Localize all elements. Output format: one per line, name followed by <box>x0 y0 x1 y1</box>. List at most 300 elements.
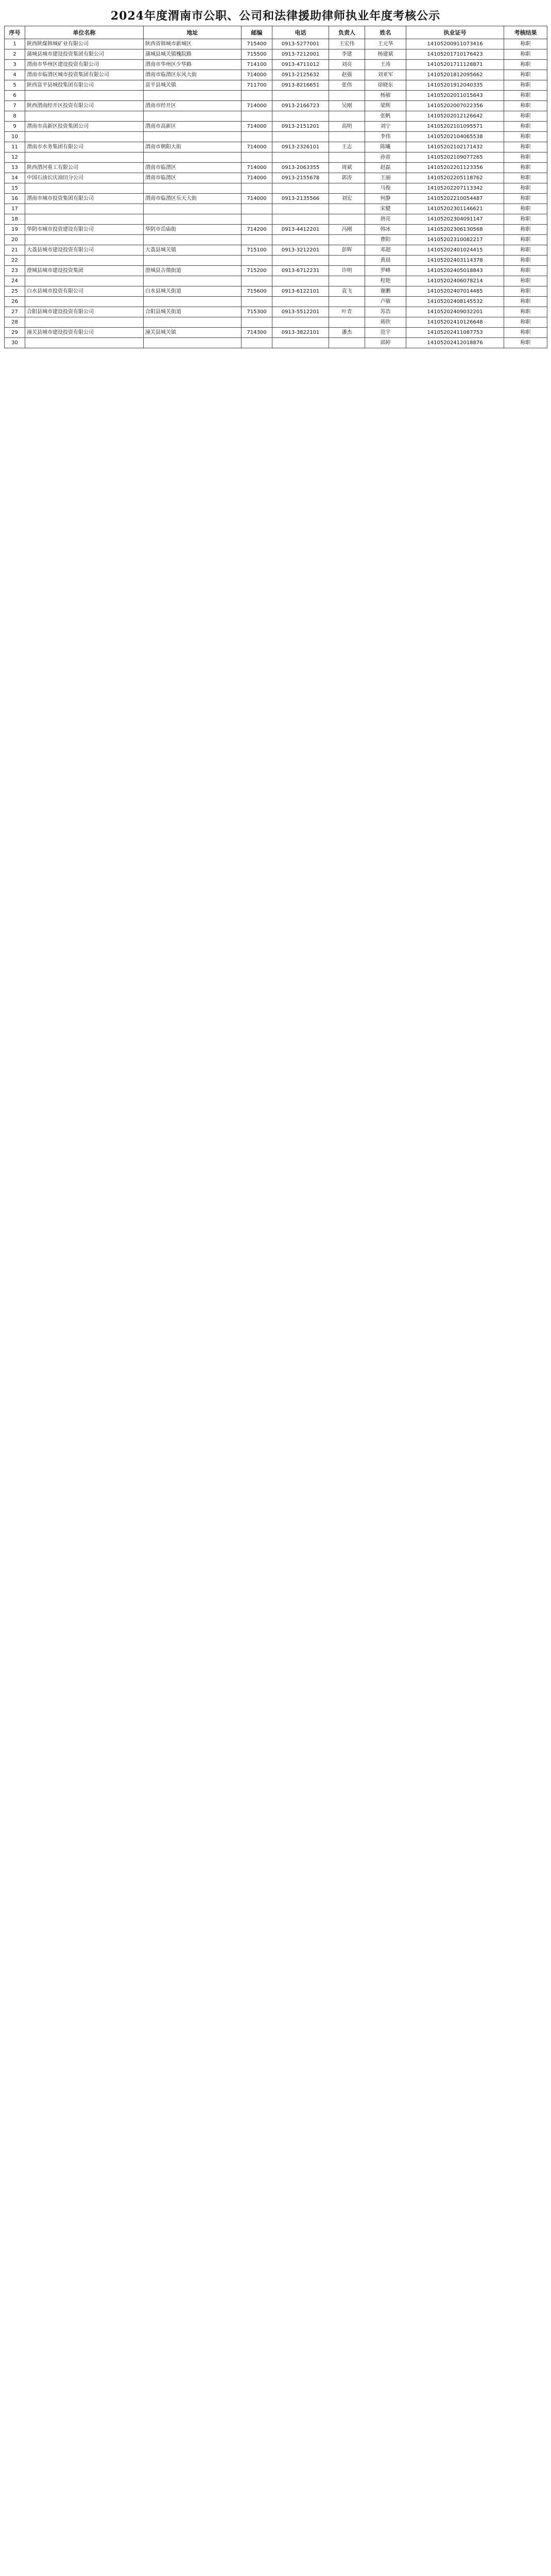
table-cell <box>25 297 144 307</box>
table-cell <box>144 338 242 348</box>
table-row <box>5 245 547 256</box>
table-cell: 4 <box>5 70 25 80</box>
table-row <box>5 80 547 91</box>
table-cell: 称职 <box>504 152 547 163</box>
table-cell <box>242 276 272 286</box>
column-header: 地址 <box>144 26 242 39</box>
table-cell: 何静 <box>365 194 406 204</box>
table-cell: 16 <box>5 194 25 204</box>
table-cell <box>242 91 272 101</box>
table-cell <box>329 317 365 328</box>
table-cell <box>242 111 272 122</box>
table-cell <box>25 204 144 214</box>
table-cell: 714000 <box>242 163 272 173</box>
table-cell: 大荔县城市建设投资有限公司 <box>25 245 144 256</box>
table-cell: 称职 <box>504 266 547 276</box>
table-cell: 称职 <box>504 80 547 91</box>
table-cell: 称职 <box>504 163 547 173</box>
table-cell: 714000 <box>242 101 272 111</box>
table-cell: 谢鹏 <box>365 286 406 297</box>
table-cell: 715500 <box>242 49 272 60</box>
table-cell <box>272 152 329 163</box>
table-cell: 14105202407014485 <box>406 286 504 297</box>
table-cell: 19 <box>5 225 25 235</box>
table-cell: 称职 <box>504 91 547 101</box>
table-cell: 称职 <box>504 183 547 194</box>
table-cell: 称职 <box>504 256 547 266</box>
table-row <box>5 317 547 328</box>
table-cell: 0913-6712231 <box>272 266 329 276</box>
table-cell: 14105202109077265 <box>406 152 504 163</box>
table-cell <box>144 91 242 101</box>
table-cell: 陈曦 <box>365 142 406 152</box>
table-cell: 14105202205118762 <box>406 173 504 183</box>
table-cell: 王宏伟 <box>329 39 365 49</box>
table-row <box>5 163 547 173</box>
table-cell: 蒲城县城市建设投资集团有限公司 <box>25 49 144 60</box>
table-cell <box>144 276 242 286</box>
table-cell: 称职 <box>504 328 547 338</box>
table-cell: 14105202403114378 <box>406 256 504 266</box>
table-cell <box>242 204 272 214</box>
table-cell <box>272 111 329 122</box>
table-cell: 14105202401024415 <box>406 245 504 256</box>
table-cell: 渭南市城市投资集团有限公司 <box>25 194 144 204</box>
table-cell: 苏浩 <box>365 307 406 317</box>
assessment-table-wrapper <box>4 26 547 348</box>
table-cell: 王元华 <box>365 39 406 49</box>
table-cell: 14105202210054487 <box>406 194 504 204</box>
table-cell: 22 <box>5 256 25 266</box>
table-cell: 14105202101095571 <box>406 122 504 132</box>
table-cell: 0913-4711012 <box>272 60 329 70</box>
table-cell <box>272 183 329 194</box>
table-cell: 李伟 <box>365 132 406 142</box>
table-cell: 蒲城县城关镇槐院路 <box>144 49 242 60</box>
table-row <box>5 60 547 70</box>
table-cell: 14105202207113342 <box>406 183 504 194</box>
table-cell: 杨敏 <box>365 91 406 101</box>
table-cell: 23 <box>5 266 25 276</box>
table-cell: 罗峰 <box>365 266 406 276</box>
table-row <box>5 266 547 276</box>
table-row <box>5 70 547 80</box>
table-cell: 10 <box>5 132 25 142</box>
table-cell <box>144 132 242 142</box>
table-cell <box>144 317 242 328</box>
table-cell: 渭南市水务集团有限公司 <box>25 142 144 152</box>
table-cell: 称职 <box>504 60 547 70</box>
table-cell: 王志 <box>329 142 365 152</box>
table-cell: 0913-6122101 <box>272 286 329 297</box>
table-cell: 0913-2125632 <box>272 70 329 80</box>
table-cell <box>144 235 242 245</box>
table-cell: 13 <box>5 163 25 173</box>
table-cell <box>25 152 144 163</box>
table-cell: 14105202408145532 <box>406 297 504 307</box>
table-cell <box>25 183 144 194</box>
table-cell <box>272 91 329 101</box>
table-cell: 渭南市临渭区 <box>144 173 242 183</box>
table-cell: 715100 <box>242 245 272 256</box>
table-cell: 潘杰 <box>329 328 365 338</box>
table-cell: 卢敏 <box>365 297 406 307</box>
table-cell: 潼关县城关镇 <box>144 328 242 338</box>
table-row <box>5 101 547 111</box>
table-cell: 邓超 <box>365 245 406 256</box>
table-cell: 0913-5512201 <box>272 307 329 317</box>
table-cell: 邱婷 <box>365 338 406 348</box>
table-cell: 14105202012126642 <box>406 111 504 122</box>
table-cell <box>329 183 365 194</box>
table-cell <box>25 256 144 266</box>
table-cell: 12 <box>5 152 25 163</box>
table-cell: 714000 <box>242 142 272 152</box>
table-cell: 华阴市城市投资建设有限公司 <box>25 225 144 235</box>
table-cell: 冯刚 <box>329 225 365 235</box>
table-cell: 称职 <box>504 307 547 317</box>
table-cell <box>25 235 144 245</box>
page-title: 2024年度渭南市公职、公司和法律援助律师执业年度考核公示 <box>110 9 441 23</box>
table-cell: 714100 <box>242 60 272 70</box>
table-cell: 李建 <box>329 49 365 60</box>
column-header: 姓名 <box>365 26 406 39</box>
table-cell: 14105201812095662 <box>406 70 504 80</box>
table-cell: 14105202306130568 <box>406 225 504 235</box>
table-row <box>5 307 547 317</box>
table-cell: 称职 <box>504 286 547 297</box>
table-row <box>5 111 547 122</box>
table-cell: 称职 <box>504 276 547 286</box>
table-cell <box>242 256 272 266</box>
table-cell: 14105202007022356 <box>406 101 504 111</box>
table-row <box>5 286 547 297</box>
table-cell: 称职 <box>504 101 547 111</box>
table-cell: 715400 <box>242 39 272 49</box>
table-cell: 周斌 <box>329 163 365 173</box>
table-cell <box>329 256 365 266</box>
table-cell: 0913-2166723 <box>272 101 329 111</box>
table-cell: 袁飞 <box>329 286 365 297</box>
table-cell: 吴刚 <box>329 101 365 111</box>
table-cell: 14105202104065538 <box>406 132 504 142</box>
assessment-table <box>4 26 547 348</box>
table-cell <box>144 152 242 163</box>
table-cell: 14 <box>5 173 25 183</box>
table-cell <box>25 214 144 225</box>
table-row <box>5 49 547 60</box>
table-cell: 14105201710176423 <box>406 49 504 60</box>
table-cell <box>242 338 272 348</box>
table-row <box>5 142 547 152</box>
table-row <box>5 276 547 286</box>
table-cell: 714300 <box>242 328 272 338</box>
table-cell: 0913-2063355 <box>272 163 329 173</box>
table-cell: 14105202102171432 <box>406 142 504 152</box>
table-row <box>5 194 547 204</box>
table-cell: 715600 <box>242 286 272 297</box>
table-cell: 714200 <box>242 225 272 235</box>
table-cell <box>272 276 329 286</box>
table-cell: 称职 <box>504 245 547 256</box>
table-cell <box>329 235 365 245</box>
table-cell <box>242 152 272 163</box>
table-header-row <box>5 26 547 39</box>
table-cell: 0913-7212001 <box>272 49 329 60</box>
table-cell <box>272 214 329 225</box>
table-cell <box>25 338 144 348</box>
table-cell: 14105201912040335 <box>406 80 504 91</box>
table-cell: 称职 <box>504 142 547 152</box>
table-cell: 中国石油长庆油田分公司 <box>25 173 144 183</box>
table-cell: 9 <box>5 122 25 132</box>
table-cell <box>144 204 242 214</box>
table-cell: 14105202011015643 <box>406 91 504 101</box>
table-cell: 渭南市经开区 <box>144 101 242 111</box>
table-cell <box>242 235 272 245</box>
table-cell <box>272 132 329 142</box>
table-cell: 18 <box>5 214 25 225</box>
table-row <box>5 204 547 214</box>
table-cell: 714000 <box>242 194 272 204</box>
table-cell: 27 <box>5 307 25 317</box>
table-cell <box>242 317 272 328</box>
column-header: 序号 <box>5 26 25 39</box>
table-cell: 澄城县古徵街道 <box>144 266 242 276</box>
table-cell: 0913-2155678 <box>272 173 329 183</box>
table-cell: 富平县城关镇 <box>144 80 242 91</box>
table-cell: 白水县城关街道 <box>144 286 242 297</box>
table-cell: 马俊 <box>365 183 406 194</box>
table-cell: 14105201711128871 <box>406 60 504 70</box>
table-cell: 称职 <box>504 111 547 122</box>
table-cell: 14105202405018843 <box>406 266 504 276</box>
table-cell: 714000 <box>242 173 272 183</box>
table-cell <box>25 317 144 328</box>
table-cell: 渭南市高新区 <box>144 122 242 132</box>
table-cell: 14105202409032201 <box>406 307 504 317</box>
table-cell: 称职 <box>504 122 547 132</box>
table-cell: 渭南市朝阳大街 <box>144 142 242 152</box>
table-cell <box>272 297 329 307</box>
table-cell <box>329 214 365 225</box>
table-cell <box>329 297 365 307</box>
table-row <box>5 338 547 348</box>
table-row <box>5 225 547 235</box>
table-cell: 21 <box>5 245 25 256</box>
table-cell <box>242 214 272 225</box>
table-cell: 华阴市岳庙街 <box>144 225 242 235</box>
table-cell: 孙雷 <box>365 152 406 163</box>
table-body <box>5 39 547 348</box>
table-row <box>5 297 547 307</box>
table-cell: 陕西渭南经开区投资有限公司 <box>25 101 144 111</box>
column-header: 邮编 <box>242 26 272 39</box>
column-header: 考核结果 <box>504 26 547 39</box>
table-cell <box>25 91 144 101</box>
table-cell <box>272 256 329 266</box>
table-cell: 曹阳 <box>365 235 406 245</box>
table-cell: 郭涛 <box>329 173 365 183</box>
table-cell: 715300 <box>242 307 272 317</box>
table-cell: 14105202201123356 <box>406 163 504 173</box>
table-cell: 7 <box>5 101 25 111</box>
table-cell: 称职 <box>504 194 547 204</box>
table-cell <box>272 317 329 328</box>
table-cell: 赵强 <box>329 70 365 80</box>
table-cell: 称职 <box>504 70 547 80</box>
table-cell <box>329 204 365 214</box>
table-cell: 陕西渭河重工有限公司 <box>25 163 144 173</box>
table-cell <box>329 132 365 142</box>
table-cell: 赵磊 <box>365 163 406 173</box>
table-cell: 称职 <box>504 317 547 328</box>
column-header: 负责人 <box>329 26 365 39</box>
table-cell: 刘亮 <box>329 60 365 70</box>
column-header: 单位名称 <box>25 26 144 39</box>
table-row <box>5 328 547 338</box>
table-cell: 许明 <box>329 266 365 276</box>
table-cell: 称职 <box>504 225 547 235</box>
table-cell: 刘宏 <box>329 194 365 204</box>
table-cell: 合阳县城市建设投资有限公司 <box>25 307 144 317</box>
table-cell: 14105202310082217 <box>406 235 504 245</box>
table-cell: 渭南市高新区投资集团公司 <box>25 122 144 132</box>
table-cell <box>272 204 329 214</box>
table-cell: 0913-2326101 <box>272 142 329 152</box>
table-cell <box>329 152 365 163</box>
table-cell: 14105200911073416 <box>406 39 504 49</box>
table-row <box>5 39 547 49</box>
table-cell: 711700 <box>242 80 272 91</box>
table-cell: 715200 <box>242 266 272 276</box>
table-cell: 称职 <box>504 204 547 214</box>
table-row <box>5 235 547 245</box>
table-cell: 叶青 <box>329 307 365 317</box>
table-cell: 714000 <box>242 70 272 80</box>
table-cell: 韩冰 <box>365 225 406 235</box>
table-cell: 0913-3822101 <box>272 328 329 338</box>
table-cell <box>144 297 242 307</box>
table-cell: 称职 <box>504 235 547 245</box>
table-cell <box>25 132 144 142</box>
table-cell: 杨建斌 <box>365 49 406 60</box>
table-cell <box>242 183 272 194</box>
table-cell: 称职 <box>504 173 547 183</box>
column-header: 电话 <box>272 26 329 39</box>
table-cell <box>329 338 365 348</box>
table-cell: 程艳 <box>365 276 406 286</box>
table-cell: 6 <box>5 91 25 101</box>
table-cell: 30 <box>5 338 25 348</box>
table-cell: 张帆 <box>365 111 406 122</box>
table-cell: 称职 <box>504 39 547 49</box>
table-cell: 合阳县城关街道 <box>144 307 242 317</box>
table-cell: 称职 <box>504 297 547 307</box>
table-cell: 14105202304091147 <box>406 214 504 225</box>
table-cell: 王涛 <box>365 60 406 70</box>
table-cell: 0913-5277001 <box>272 39 329 49</box>
table-row <box>5 256 547 266</box>
table-row <box>5 152 547 163</box>
table-cell <box>329 276 365 286</box>
table-cell <box>144 183 242 194</box>
table-row <box>5 91 547 101</box>
table-cell: 张伟 <box>329 80 365 91</box>
column-header: 执业证号 <box>406 26 504 39</box>
table-cell: 黄晨 <box>365 256 406 266</box>
table-cell: 14105202412018876 <box>406 338 504 348</box>
table-cell: 大荔县城关镇 <box>144 245 242 256</box>
table-cell: 称职 <box>504 49 547 60</box>
table-cell: 1 <box>5 39 25 49</box>
table-cell: 刘宁 <box>365 122 406 132</box>
table-cell <box>144 111 242 122</box>
table-cell: 8 <box>5 111 25 122</box>
table-cell: 彭辉 <box>329 245 365 256</box>
table-cell <box>272 338 329 348</box>
table-cell: 25 <box>5 286 25 297</box>
table-cell: 王丽 <box>365 173 406 183</box>
table-cell: 称职 <box>504 132 547 142</box>
table-cell <box>242 297 272 307</box>
table-cell: 渭南市华州区建设投资有限公司 <box>25 60 144 70</box>
table-cell: 渭南市临渭区 <box>144 163 242 173</box>
table-cell: 14105202410126648 <box>406 317 504 328</box>
table-cell: 20 <box>5 235 25 245</box>
table-cell: 梁辉 <box>365 101 406 111</box>
table-cell: 澄城县城市建设投资集团 <box>25 266 144 276</box>
table-cell: 渭南市临渭区东风大街 <box>144 70 242 80</box>
table-cell: 陕西省韩城市新城区 <box>144 39 242 49</box>
table-cell: 714000 <box>242 122 272 132</box>
table-cell: 15 <box>5 183 25 194</box>
table-cell: 0913-2135566 <box>272 194 329 204</box>
table-cell: 11 <box>5 142 25 152</box>
table-cell: 范宇 <box>365 328 406 338</box>
table-cell: 蒋欣 <box>365 317 406 328</box>
table-cell: 14105202301146621 <box>406 204 504 214</box>
table-cell: 17 <box>5 204 25 214</box>
table-cell <box>329 91 365 101</box>
table-row <box>5 122 547 132</box>
table-cell: 14105202411087753 <box>406 328 504 338</box>
table-cell <box>144 256 242 266</box>
table-cell: 29 <box>5 328 25 338</box>
table-cell <box>242 132 272 142</box>
table-cell: 渭南市华州区少华路 <box>144 60 242 70</box>
table-cell <box>329 111 365 122</box>
table-cell: 0913-3212201 <box>272 245 329 256</box>
table-cell: 0913-2151201 <box>272 122 329 132</box>
table-cell: 称职 <box>504 214 547 225</box>
table-cell: 称职 <box>504 338 547 348</box>
table-row <box>5 173 547 183</box>
table-cell: 渭南市临渭区乐天大街 <box>144 194 242 204</box>
table-cell <box>272 235 329 245</box>
table-cell: 陕西陕煤韩城矿业有限公司 <box>25 39 144 49</box>
table-row <box>5 214 547 225</box>
table-cell: 徐晓东 <box>365 80 406 91</box>
table-cell: 刘亚军 <box>365 70 406 80</box>
table-cell: 宋健 <box>365 204 406 214</box>
table-cell: 唐亮 <box>365 214 406 225</box>
table-cell <box>144 214 242 225</box>
table-row <box>5 132 547 142</box>
table-cell: 渭南市临渭区城市投资集团有限公司 <box>25 70 144 80</box>
table-cell: 14105202406078214 <box>406 276 504 286</box>
table-cell: 26 <box>5 297 25 307</box>
